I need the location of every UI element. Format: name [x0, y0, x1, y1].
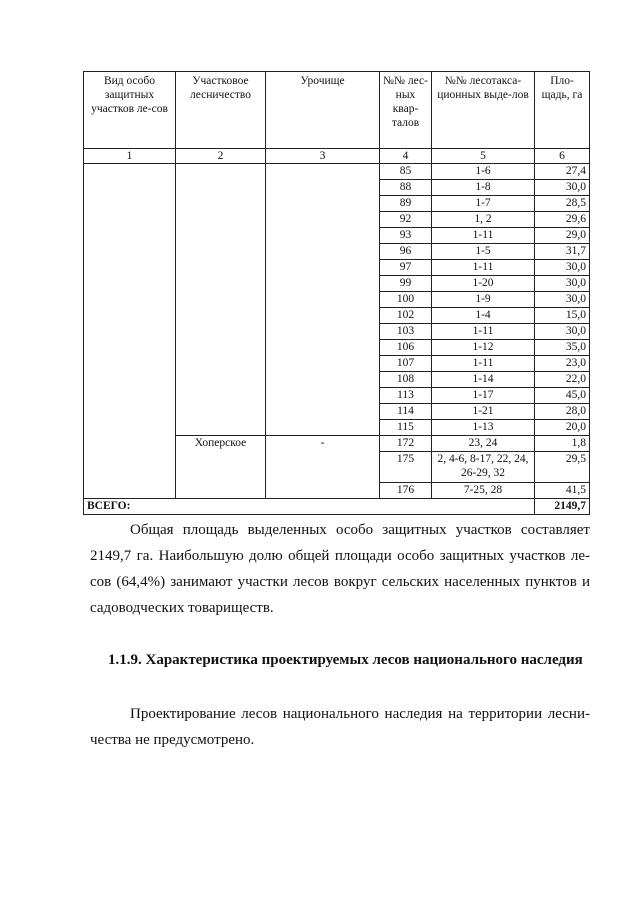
paragraph-national-heritage: Проектирование лесов национального наследия на территории лесни-чества не предусмотрено. — [90, 706, 590, 748]
plot-cell: 1-21 — [432, 404, 535, 420]
protected-forest-table — [83, 71, 590, 515]
district-cell — [176, 164, 266, 436]
quarter-cell: 92 — [380, 212, 432, 228]
plot-cell: 23, 24 — [432, 436, 535, 452]
column-number: 6 — [535, 149, 590, 164]
area-cell: 41,5 — [535, 483, 590, 499]
plot-cell: 2, 4-6, 8-17, 22, 24, 26-29, 32 — [432, 452, 535, 483]
quarter-cell: 102 — [380, 308, 432, 324]
tract-cell — [266, 164, 380, 436]
quarter-cell: 114 — [380, 404, 432, 420]
plot-cell: 1-11 — [432, 324, 535, 340]
quarter-cell: 99 — [380, 276, 432, 292]
header-quarters: №№ лес-ных квар-талов — [380, 72, 432, 149]
table-row — [84, 164, 590, 180]
district-cell-khoper: Хоперское — [176, 436, 266, 499]
tract-cell-khoper: - — [266, 436, 380, 499]
plot-cell: 1-11 — [432, 228, 535, 244]
area-cell: 28,5 — [535, 196, 590, 212]
plot-cell: 1-17 — [432, 388, 535, 404]
area-cell: 30,0 — [535, 260, 590, 276]
quarter-cell: 172 — [380, 436, 432, 452]
quarter-cell: 115 — [380, 420, 432, 436]
area-cell: 30,0 — [535, 324, 590, 340]
area-cell: 29,6 — [535, 212, 590, 228]
plot-cell: 1-13 — [432, 420, 535, 436]
total-row — [84, 499, 590, 515]
area-cell: 27,4 — [535, 164, 590, 180]
column-number-row — [84, 149, 590, 164]
plot-cell: 1-8 — [432, 180, 535, 196]
column-number: 5 — [432, 149, 535, 164]
paragraph-total-area: Общая площадь выделенных особо защитных участков составляет 2149,7 га. Наибольшую долю общей площади особо защитных участков ле-сов (64,4%) занимают участки лесов вокруг сельских населенных пунктов и садоводческих товариществ. — [90, 522, 590, 616]
plot-cell: 1-14 — [432, 372, 535, 388]
header-district: Участковое лесничество — [176, 72, 266, 149]
area-cell: 35,0 — [535, 340, 590, 356]
quarter-cell: 175 — [380, 452, 432, 483]
plot-cell: 1-9 — [432, 292, 535, 308]
type-cell — [84, 164, 176, 499]
section-heading: 1.1.9. Характеристика проектируемых лесов национального наследия — [108, 652, 583, 668]
plot-cell: 1, 2 — [432, 212, 535, 228]
area-cell: 28,0 — [535, 404, 590, 420]
plot-cell: 1-5 — [432, 244, 535, 260]
area-cell: 31,7 — [535, 244, 590, 260]
area-cell: 20,0 — [535, 420, 590, 436]
area-cell: 45,0 — [535, 388, 590, 404]
quarter-cell: 93 — [380, 228, 432, 244]
quarter-cell: 96 — [380, 244, 432, 260]
area-cell: 22,0 — [535, 372, 590, 388]
quarter-cell: 85 — [380, 164, 432, 180]
quarter-cell: 106 — [380, 340, 432, 356]
quarter-cell: 100 — [380, 292, 432, 308]
plot-cell: 1-11 — [432, 260, 535, 276]
total-label: ВСЕГО: — [84, 499, 535, 515]
quarter-cell: 103 — [380, 324, 432, 340]
forest-table-container — [83, 71, 589, 515]
quarter-cell: 97 — [380, 260, 432, 276]
area-cell: 30,0 — [535, 276, 590, 292]
column-number: 4 — [380, 149, 432, 164]
quarter-cell: 176 — [380, 483, 432, 499]
header-plots: №№ лесотакса-ционных выде-лов — [432, 72, 535, 149]
header-tract: Урочище — [266, 72, 380, 149]
column-number: 1 — [84, 149, 176, 164]
header-row — [84, 72, 590, 149]
area-cell: 30,0 — [535, 292, 590, 308]
quarter-cell: 89 — [380, 196, 432, 212]
area-cell: 29,5 — [535, 452, 590, 483]
header-area: Пло-щадь, га — [535, 72, 590, 149]
quarter-cell: 107 — [380, 356, 432, 372]
plot-cell: 1-6 — [432, 164, 535, 180]
plot-cell: 7-25, 28 — [432, 483, 535, 499]
header-type: Вид особо защитных участков ле-сов — [84, 72, 176, 149]
plot-cell: 1-4 — [432, 308, 535, 324]
plot-cell: 1-12 — [432, 340, 535, 356]
area-cell: 30,0 — [535, 180, 590, 196]
area-cell: 29,0 — [535, 228, 590, 244]
area-cell: 23,0 — [535, 356, 590, 372]
total-value: 2149,7 — [535, 499, 590, 515]
plot-cell: 1-11 — [432, 356, 535, 372]
area-cell: 1,8 — [535, 436, 590, 452]
area-cell: 15,0 — [535, 308, 590, 324]
quarter-cell: 108 — [380, 372, 432, 388]
plot-cell: 1-20 — [432, 276, 535, 292]
column-number: 3 — [266, 149, 380, 164]
quarter-cell: 113 — [380, 388, 432, 404]
column-number: 2 — [176, 149, 266, 164]
quarter-cell: 88 — [380, 180, 432, 196]
plot-cell: 1-7 — [432, 196, 535, 212]
